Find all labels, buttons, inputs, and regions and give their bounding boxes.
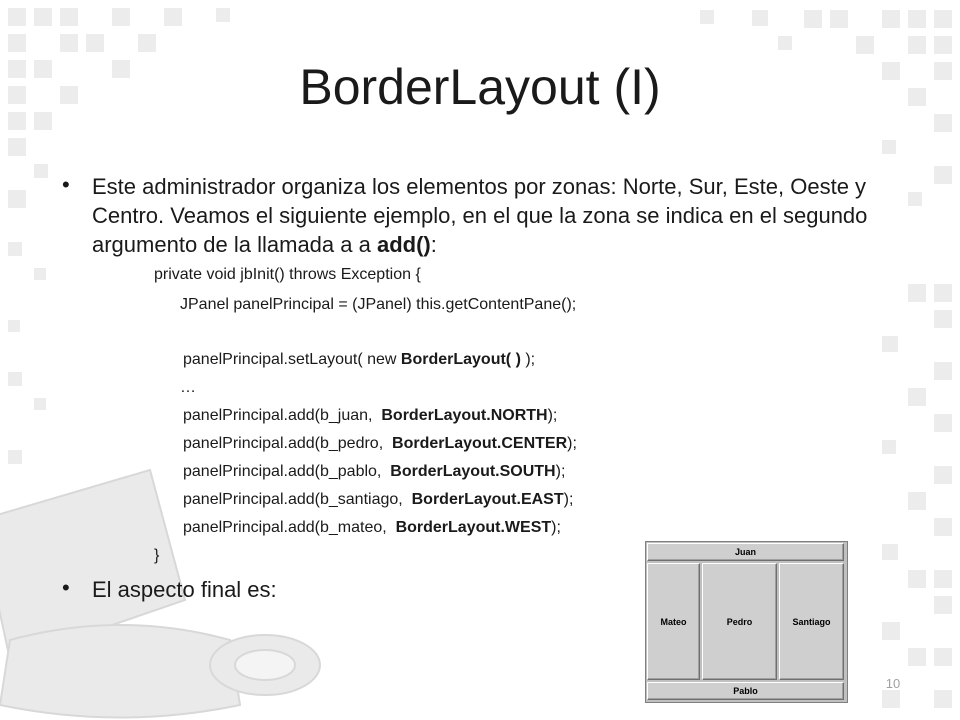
bullet-icon: • — [62, 575, 70, 600]
code-line-3-post: ); — [520, 351, 536, 368]
code-line-5-pre: panelPrincipal.add(b_juan, — [183, 407, 382, 424]
bullet-icon: • — [62, 172, 70, 197]
page-number: 10 — [885, 676, 901, 691]
button-mateo[interactable]: Mateo — [647, 563, 700, 680]
button-pedro[interactable]: Pedro — [702, 563, 777, 680]
code-line-3-pre: panelPrincipal.setLayout( new — [183, 351, 401, 368]
code-line-2: JPanel panelPrincipal = (JPanel) this.getContentPane(); — [180, 296, 577, 313]
code-line-1: private void jbInit() throws Exception { — [154, 266, 421, 283]
code-line-ellipsis: … — [180, 379, 196, 396]
bullet-result-text: El aspecto final es: — [92, 577, 277, 602]
bullet-intro-bold: add() — [376, 232, 431, 257]
bullet-intro-suffix: : — [430, 232, 437, 257]
code-line-7-post: ); — [555, 463, 566, 480]
code-line-8-bold: BorderLayout.EAST — [411, 491, 564, 508]
code-line-close-brace: } — [154, 547, 160, 564]
code-line-7 — [183, 463, 565, 481]
button-juan[interactable]: Juan — [647, 543, 844, 561]
code-line-8 — [183, 491, 573, 509]
code-line-9-bold: BorderLayout.WEST — [395, 519, 552, 536]
bullet-intro-text — [92, 172, 882, 259]
code-line-6-bold: BorderLayout.CENTER — [392, 435, 568, 452]
code-line-6-pre: panelPrincipal.add(b_pedro, — [183, 435, 393, 452]
code-line-8-post: ); — [563, 491, 574, 508]
code-line-9 — [183, 519, 561, 537]
code-line-9-pre: panelPrincipal.add(b_mateo, — [183, 519, 396, 536]
code-line-5-post: ); — [547, 407, 558, 424]
button-pablo[interactable]: Pablo — [647, 682, 844, 700]
code-line-7-bold: BorderLayout.SOUTH — [390, 463, 556, 480]
code-line-8-pre: panelPrincipal.add(b_santiago, — [183, 491, 412, 508]
code-line-5-bold: BorderLayout.NORTH — [381, 407, 548, 424]
bullet-intro-body: Este administrador organiza los elementos por zonas: Norte, Sur, Este, Oeste y Centro. Veamos el siguiente ejemplo, en el que la zona se indica en el segundo argumento de la llamada a a — [92, 174, 868, 257]
code-line-9-post: ); — [551, 519, 561, 536]
button-santiago[interactable]: Santiago — [779, 563, 844, 680]
code-line-3-bold: BorderLayout( ) — [400, 351, 521, 368]
code-line-3 — [183, 351, 535, 369]
code-line-5 — [183, 407, 557, 425]
borderlayout-demo-panel — [645, 541, 848, 703]
code-line-6-post: ); — [567, 435, 577, 452]
code-line-7-pre: panelPrincipal.add(b_pablo, — [183, 463, 391, 480]
code-line-6 — [183, 435, 577, 453]
slide-title: BorderLayout (I) — [299, 59, 661, 115]
